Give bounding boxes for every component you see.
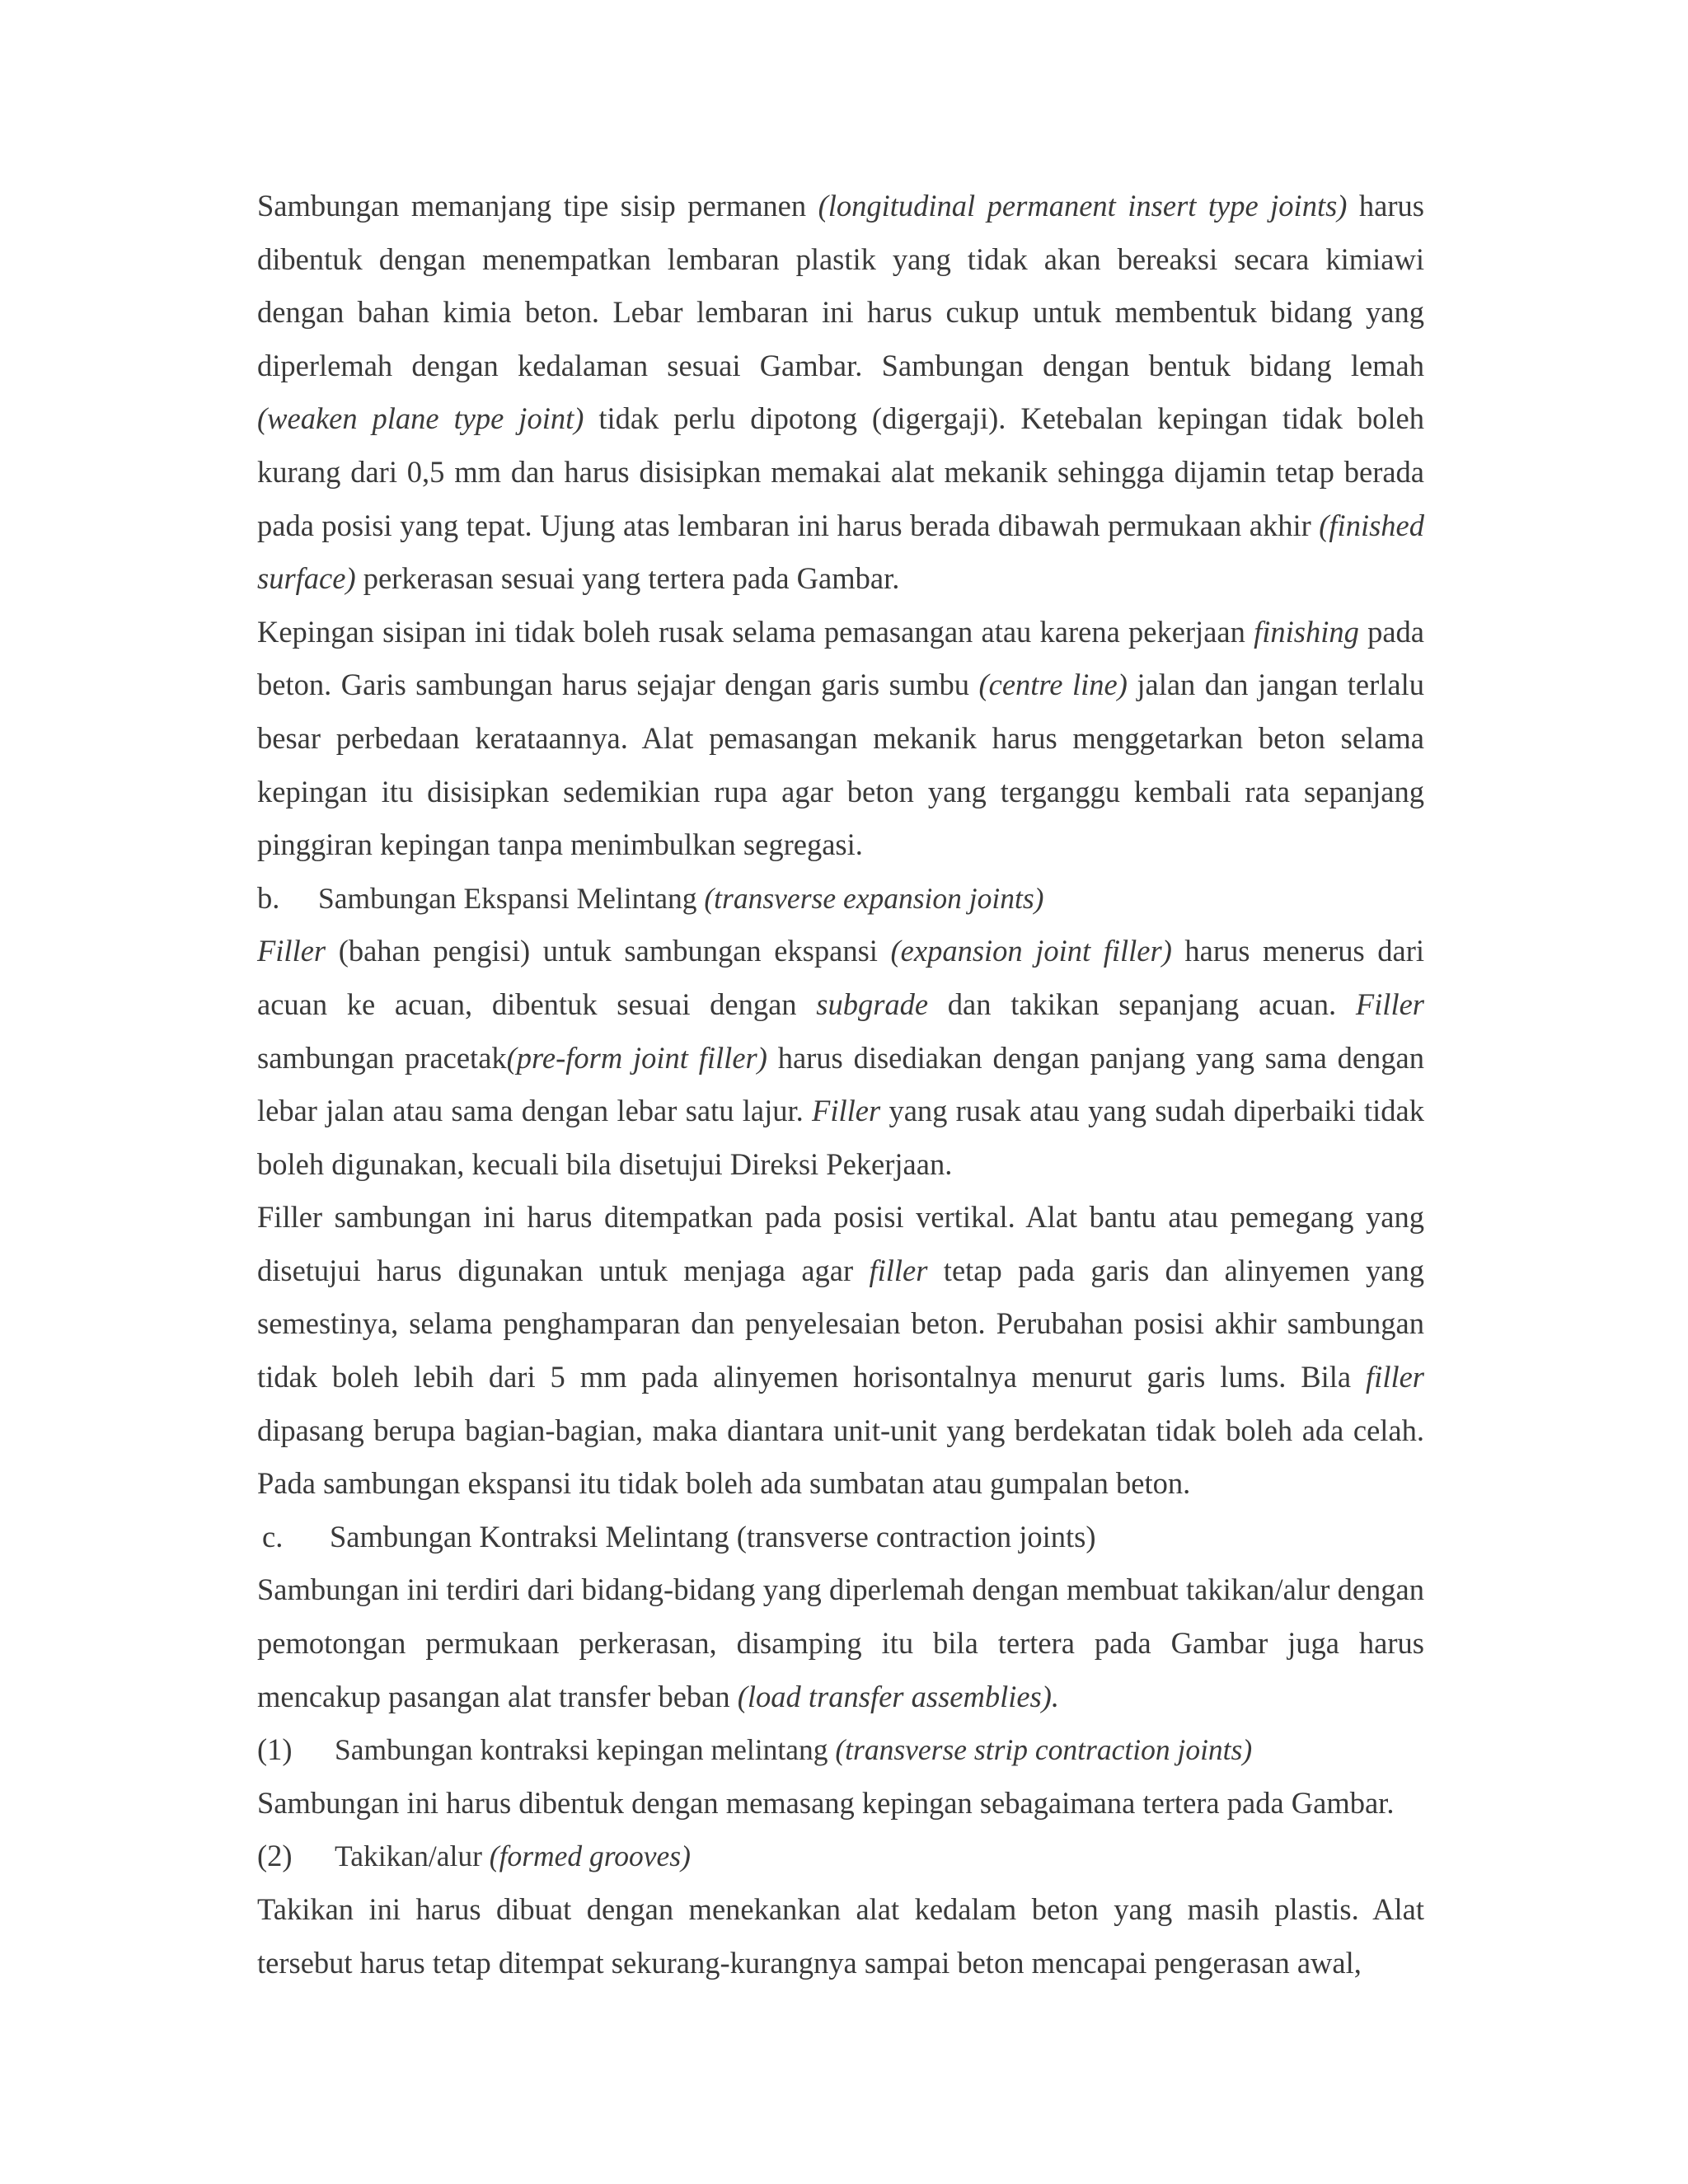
text-run: pada beton. Garis sambungan harus sejajar dengan garis sumbu	[257, 614, 1425, 702]
text-run: dan takikan sepanjang acuan.	[928, 987, 1356, 1021]
italic-term: Filler	[1355, 987, 1424, 1021]
paragraph-longitudinal-insert-joints	[257, 180, 1424, 606]
text-run: Sambungan memanjang tipe sisip permanen	[257, 189, 818, 223]
section-marker: c.	[262, 1519, 284, 1554]
paragraph-contraction-joints	[257, 1563, 1424, 1723]
italic-term: (longitudinal permanent insert type joints)	[818, 189, 1348, 223]
document-page	[257, 180, 1424, 1990]
italic-term: (pre-form joint filler)	[506, 1040, 767, 1075]
paragraph-formed-grooves	[257, 1883, 1424, 1990]
text-run: Takikan ini harus dibuat dengan menekankan alat kedalam beton yang masih plastis. Alat tersebut harus tetap ditempat sekurang-kurangnya sampai beton mencapai pengerasan awal,	[257, 1892, 1424, 1980]
italic-term: finishing	[1254, 614, 1359, 649]
subsection-title-italic: (transverse strip contraction joints)	[835, 1733, 1253, 1767]
italic-term: filler	[1366, 1360, 1424, 1394]
section-marker: b.	[257, 880, 280, 915]
subsection-heading-2	[257, 1830, 1424, 1883]
text-run: dipasang berupa bagian-bagian, maka diantara unit-unit yang berdekatan tidak boleh ada celah. Pada sambungan ekspansi itu tidak boleh ada sumbatan atau gumpalan beton.	[257, 1413, 1424, 1501]
subsection-title: Takikan/alur	[335, 1840, 490, 1873]
italic-term: (finished surface)	[257, 508, 1424, 596]
subsection-marker: (2)	[257, 1839, 293, 1873]
italic-term: filler	[869, 1253, 928, 1287]
paragraph-insert-strip-installation	[257, 606, 1424, 872]
section-title: Sambungan Kontraksi Melintang (transverse contraction joints)	[330, 1519, 1096, 1554]
text-run: harus disediakan dengan panjang yang sama dengan lebar jalan atau sama dengan lebar satu lajur.	[257, 1040, 1424, 1128]
paragraph-filler-placement	[257, 1191, 1424, 1511]
text-run: sambungan pracetak	[257, 1040, 507, 1075]
italic-term: (weaken plane type joint)	[257, 401, 584, 436]
italic-term: subgrade	[816, 987, 929, 1021]
text-run: perkerasan sesuai yang tertera pada Gambar.	[355, 561, 900, 596]
text-run: Sambungan ini terdiri dari bidang-bidang yang diperlemah dengan membuat takikan/alur dengan pemotongan permukaan perkerasan, disamping itu bila tertera pada Gambar juga harus mencakup pasangan alat transfer beban	[257, 1572, 1424, 1713]
section-title-italic: (transverse expansion joints)	[704, 881, 1044, 915]
italic-term: (load transfer assemblies).	[737, 1679, 1060, 1713]
text-run: harus dibentuk dengan menempatkan lembaran plastik yang tidak akan bereaksi secara kimiawi dengan bahan kimia beton. Lebar lembaran ini harus cukup untuk membentuk bidang yang diperlemah dengan kedalaman sesuai Gambar. Sambungan dengan bentuk bidang lemah	[257, 189, 1424, 382]
text-run: Sambungan ini harus dibentuk dengan memasang kepingan sebagaimana tertera pada Gambar.	[257, 1785, 1395, 1820]
section-heading-b	[257, 872, 1424, 926]
section-heading-c	[257, 1511, 1424, 1564]
paragraph-expansion-joint-filler	[257, 925, 1424, 1191]
italic-term: (expansion joint filler)	[890, 934, 1172, 968]
italic-term: Filler	[812, 1094, 881, 1128]
italic-term: (centre line)	[978, 668, 1128, 702]
italic-term: Filler	[257, 934, 326, 968]
section-title: Sambungan Ekspansi Melintang	[318, 881, 705, 915]
paragraph-strip-contraction	[257, 1777, 1424, 1830]
subsection-marker: (1)	[257, 1732, 293, 1767]
text-run: harus menerus dari acuan ke acuan, dibentuk sesuai dengan	[257, 934, 1424, 1021]
text-run: Kepingan sisipan ini tidak boleh rusak selama pemasangan atau karena pekerjaan	[257, 614, 1254, 649]
text-run: Filler sambungan ini harus ditempatkan pada posisi vertikal. Alat bantu atau pemegang yang disetujui harus digunakan untuk menjaga agar	[257, 1200, 1424, 1287]
subsection-heading-1	[257, 1723, 1424, 1777]
text-run: tidak perlu dipotong (digergaji). Ketebalan kepingan tidak boleh kurang dari 0,5 mm dan harus disisipkan memakai alat mekanik sehingga dijamin tetap berada pada posisi yang tepat. Ujung atas lembaran ini harus berada dibawah permukaan akhir	[257, 401, 1424, 542]
text-run: jalan dan jangan terlalu besar perbedaan kerataannya. Alat pemasangan mekanik harus menggetarkan beton selama kepingan itu disisipkan sedemikian rupa agar beton yang terganggu kembali rata sepanjang pinggiran kepingan tanpa menimbulkan segregasi.	[257, 668, 1425, 862]
text-run: yang rusak atau yang sudah diperbaiki tidak boleh digunakan, kecuali bila disetujui Direksi Pekerjaan.	[257, 1094, 1424, 1181]
text-run: (bahan pengisi) untuk sambungan ekspansi	[326, 934, 891, 968]
text-run: tetap pada garis dan alinyemen yang semestinya, selama penghamparan dan penyelesaian beton. Perubahan posisi akhir sambungan tidak boleh lebih dari 5 mm pada alinyemen horisontalnya menurut garis lums. Bila	[257, 1253, 1424, 1394]
subsection-title: Sambungan kontraksi kepingan melintang	[335, 1733, 836, 1767]
subsection-title-italic: (formed grooves)	[489, 1840, 691, 1873]
